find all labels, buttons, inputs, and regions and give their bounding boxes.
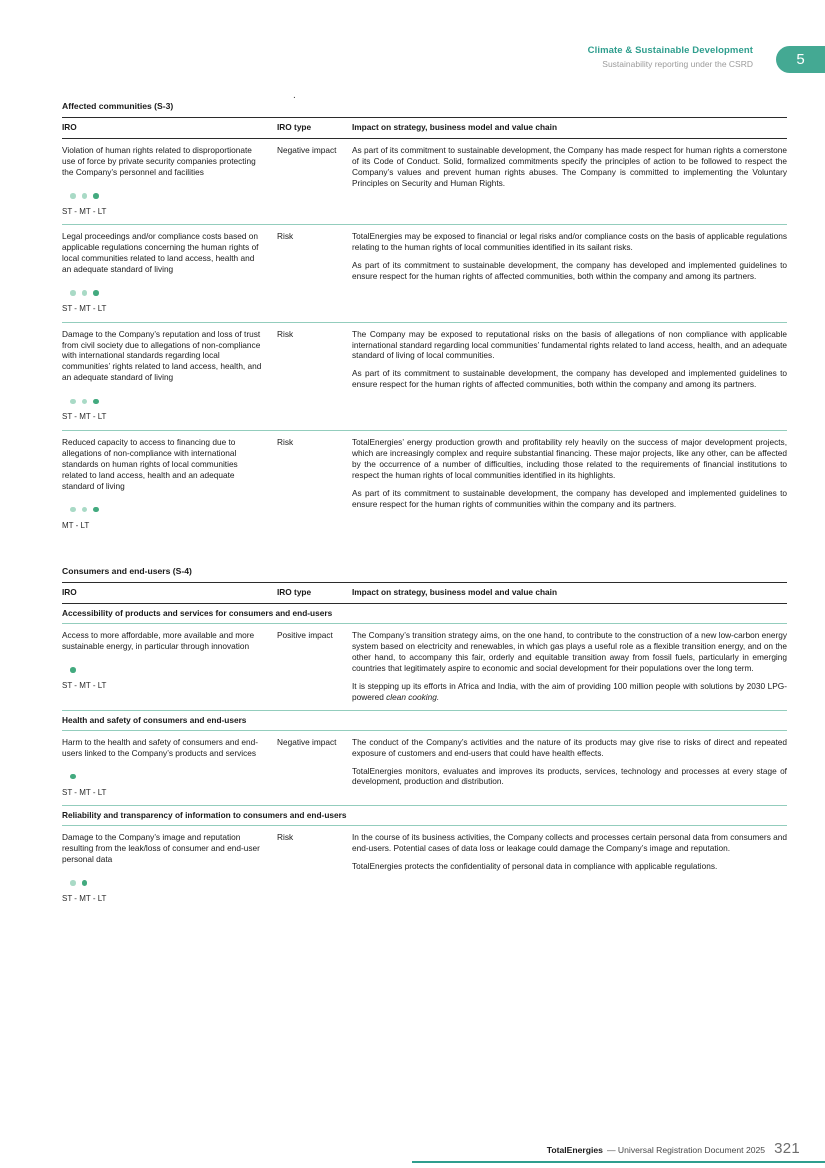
impact-cell <box>352 323 787 430</box>
table-row <box>62 322 787 430</box>
iro-cell <box>62 826 277 911</box>
category-heading: Accessibility of products and services for consumers and end-users <box>62 608 333 618</box>
materiality-dots <box>62 193 263 199</box>
iro-description: Legal proceedings and/or compliance costs based on applicable regulations concerning the human rights of local communities related to land access, health and an adequate standard of living <box>62 231 259 275</box>
time-horizon-label: ST - MT - LT <box>62 304 107 314</box>
page-footer <box>547 1140 800 1157</box>
italic-term: clean cooking. <box>386 691 440 702</box>
page-number: 321 <box>774 1140 800 1157</box>
impact-paragraph: The Company may be exposed to reputational risks on the basis of allegations of non compliance with applicable international standard regarding local communities’ fundamental rights related to land access, health, and an adequate standard of living of local communities. <box>352 328 787 361</box>
materiality-dot <box>93 399 99 405</box>
impact-cell <box>352 826 787 911</box>
iro-type-value: Positive impact <box>277 630 333 640</box>
impact-cell <box>352 225 787 321</box>
materiality-dot <box>93 290 99 296</box>
impact-paragraph: TotalEnergies’ energy production growth and profitability rely heavily on the success of major development projects, which are increasingly complex and require substantial financing. These major projects, like any other, can be affected by the occurrence of a number of difficulties, including those related to the requirements of financial institutions to respect the human rights of local communities identified in its highlights. <box>352 436 787 480</box>
column-header-iro-type: IRO type <box>277 587 312 598</box>
impact-paragraph: In the course of its business activities, the Company collects and processes certain personal data from consumers and end-users. Potential cases of data loss or leakage could damage the Company’s image and reputation. <box>352 832 787 853</box>
iro-type-value: Negative impact <box>277 736 337 747</box>
table-row <box>62 139 787 224</box>
materiality-dot <box>70 193 76 199</box>
iro-cell <box>62 139 277 224</box>
iro-type-value: Risk <box>277 328 294 339</box>
document-title: — Universal Registration Document 2025 <box>606 1145 766 1155</box>
table-row <box>62 623 787 710</box>
materiality-dots <box>62 667 263 673</box>
category-header-row <box>62 710 787 730</box>
impact-paragraph: As part of its commitment to sustainable development, the company has developed and implemented guidelines to ensure respect for the human rights of affected communities, both within the company and among its partners. <box>352 368 787 390</box>
time-horizon-label: ST - MT - LT <box>62 787 107 797</box>
iro-cell <box>62 624 277 710</box>
iro-description: Damage to the Company’s image and reputation resulting from the leak/loss of consumer and end-user personal data <box>62 832 260 864</box>
materiality-dot <box>70 507 76 513</box>
column-header-iro: IRO <box>62 587 77 598</box>
table-title-s3: Affected communities (S-3) <box>62 101 174 111</box>
materiality-dot <box>70 880 76 886</box>
iro-cell <box>62 431 277 538</box>
table-row <box>62 825 787 911</box>
column-header-impact: Impact on strategy, business model and value chain <box>352 122 558 132</box>
iro-description: Harm to the health and safety of consumers and end-users linked to the Company’s products and services <box>62 736 259 758</box>
iro-description: Reduced capacity to access to financing due to allegations of non-compliance with international standards on human rights of local communities related to land access, health and an adequate standard of living <box>62 436 238 491</box>
chapter-subtitle: Sustainability reporting under the CSRD <box>602 58 753 69</box>
impact-paragraph: The conduct of the Company’s activities and the nature of its products may give rise to risks of direct and repeated exposure of customers and end-users that could have health effects. <box>352 736 787 758</box>
iro-type-value: Risk <box>277 436 294 447</box>
materiality-dot <box>82 507 88 513</box>
materiality-dots <box>62 880 263 886</box>
materiality-dots <box>62 774 263 780</box>
materiality-dot <box>82 880 88 886</box>
affected-communities-section <box>62 101 787 538</box>
impact-paragraph: As part of its commitment to sustainable development, the Company has made respect for human rights a cornerstone of its Code of Conduct. Solid, formalized commitments specify the principles of action to be followed to respect the Company’s values and prevent human rights abuses. The Company is committed to implementing the Voluntary Principles on Security and Human Rights. <box>352 144 787 188</box>
impact-cell <box>352 731 787 805</box>
impact-paragraph-text: It is stepping up its efforts in Africa and India, with the aim of providing 100 million people with solutions by 2030 LPG-powered <box>352 680 787 702</box>
time-horizon-label: ST - MT - LT <box>62 893 107 903</box>
impact-paragraph: As part of its commitment to sustainable development, the company has developed and implemented guidelines to ensure respect for the human rights of communities within the company and its partners. <box>352 487 787 509</box>
iro-cell <box>62 225 277 321</box>
impact-paragraph: As part of its commitment to sustainable development, the company has developed and implemented guidelines to ensure respect for the human rights of affected communities, both within the company and among its partners. <box>352 260 787 282</box>
chapter-title: Climate & Sustainable Development <box>587 45 753 56</box>
category-header-row <box>62 604 787 623</box>
category-header-row <box>62 805 787 825</box>
impact-cell <box>352 139 787 224</box>
materiality-dots <box>62 398 263 404</box>
footer-accent-rule <box>412 1161 825 1164</box>
time-horizon-label: ST - MT - LT <box>62 206 107 216</box>
column-header-iro: IRO <box>62 122 77 132</box>
table-header-row <box>62 582 787 604</box>
stray-mark: . <box>293 90 296 101</box>
iro-cell <box>62 323 277 430</box>
iro-cell <box>62 731 277 805</box>
materiality-dot <box>70 399 76 405</box>
time-horizon-label: MT - LT <box>62 520 90 530</box>
materiality-dot <box>82 193 88 199</box>
materiality-dots <box>62 507 263 513</box>
iro-description: Damage to the Company’s reputation and loss of trust from civil society due to allegations of non-compliance with international standards regarding local communities’ rights related to land access, health, and an adequate standard of living <box>62 328 262 383</box>
table-title-s4: Consumers and end-users (S-4) <box>62 566 192 577</box>
table-row <box>62 730 787 805</box>
materiality-dot <box>93 507 99 513</box>
impact-paragraph: TotalEnergies may be exposed to financial or legal risks and/or compliance costs on the basis of applicable regulations relating to the human rights of local communities identified in its sailant risks. <box>352 231 787 253</box>
impact-paragraph <box>352 681 787 703</box>
category-heading: Reliability and transparency of information to consumers and end-users <box>62 810 347 821</box>
iro-description: Access to more affordable, more available and more sustainable energy, in particular through innovation <box>62 630 255 651</box>
materiality-dot <box>93 193 99 199</box>
table-header-row <box>62 117 787 139</box>
brand-name: TotalEnergies <box>546 1145 603 1155</box>
iro-description: Violation of human rights related to disproportionate use of force by private security companies protecting the Company’s personnel and facilities <box>62 144 256 177</box>
time-horizon-label: ST - MT - LT <box>62 412 107 422</box>
page-content <box>62 0 787 911</box>
consumers-section <box>62 566 787 911</box>
iro-type-value: Risk <box>277 832 294 843</box>
iro-type-value: Negative impact <box>277 144 337 155</box>
category-heading: Health and safety of consumers and end-users <box>62 714 247 725</box>
column-header-impact: Impact on strategy, business model and value chain <box>352 587 558 598</box>
iro-table-s4 <box>62 582 787 911</box>
impact-paragraph: TotalEnergies monitors, evaluates and improves its products, services, technology and processes at every stage of development, production and distribution. <box>352 765 787 787</box>
table-row <box>62 430 787 538</box>
column-header-iro-type: IRO type <box>277 122 312 132</box>
materiality-dot <box>70 290 76 296</box>
table-row <box>62 224 787 321</box>
materiality-dot <box>82 399 88 405</box>
time-horizon-label: ST - MT - LT <box>62 680 107 690</box>
impact-cell <box>352 624 787 710</box>
chapter-number-badge: 5 <box>776 46 825 73</box>
materiality-dot <box>70 667 76 673</box>
iro-table-s3 <box>62 117 787 538</box>
impact-paragraph: The Company’s transition strategy aims, on the one hand, to contribute to the construction of a new low-carbon energy system based on electricity and renewables, in which gas plays a useful role as a flexible transition energy, and on the other hand, to accompany this fair, orderly and equitable transition away from fossil fuels, particularly in emerging countries that legitimately aspire to economic and social development for their populations over the long term. <box>352 630 787 673</box>
impact-cell <box>352 431 787 538</box>
materiality-dot <box>70 774 76 780</box>
materiality-dots <box>62 290 263 296</box>
materiality-dot <box>82 290 88 296</box>
iro-type-value: Risk <box>277 231 294 242</box>
impact-paragraph: TotalEnergies protects the confidentiality of personal data in compliance with applicable regulations. <box>352 860 718 871</box>
